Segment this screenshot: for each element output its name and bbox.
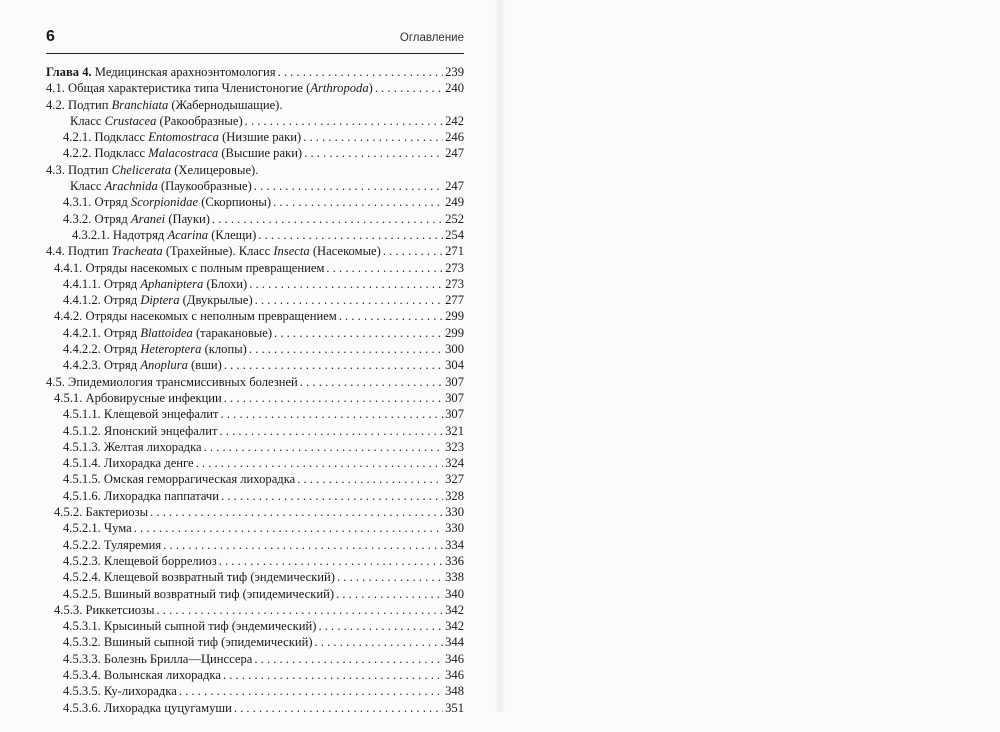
toc-entry [46,504,464,520]
toc-entry-line [46,325,464,341]
toc-entry-title [46,374,298,390]
toc-entry-line [46,194,464,210]
toc-entry-title [46,64,276,80]
title-fragment: 4.5.1.6. Лихорадка паппатачи [63,488,220,503]
toc-page-number: 240 [445,81,464,96]
title-fragment: (Ракообразные) [156,113,243,128]
left-toc-list [46,64,464,716]
dot-leader [339,308,443,324]
title-fragment: 4.5.2.2. Туляремия [63,537,162,552]
title-fragment: Scorpionidae [130,195,199,210]
toc-entry-line [46,211,464,227]
toc-entry-title [54,308,337,324]
title-fragment: Arthropoda [310,81,369,96]
toc-entry-line [46,634,464,650]
toc-entry-title [63,129,301,145]
toc-entry-line [46,374,464,390]
toc-entry-line [46,308,464,324]
toc-page-number: 330 [445,521,464,536]
title-fragment: Anoplura [140,358,188,373]
toc-page-number: 273 [445,260,464,275]
dot-leader [234,700,443,716]
toc-page-number: 300 [445,342,464,357]
title-fragment: Aphaniptera [140,276,204,291]
toc-entry [46,423,464,439]
toc-entry-line [46,129,464,145]
title-fragment: 4.5.2.5. Вшиный возвратный тиф (эпидемический) [63,586,335,601]
toc-entry-title [63,667,221,683]
dot-leader [219,423,443,439]
toc-entry-line [46,586,464,602]
dot-leader [336,586,443,602]
toc-entry [46,211,464,227]
toc-entry-line [46,700,464,716]
toc-page-number: 328 [445,488,464,503]
toc-entry-line [46,292,464,308]
title-fragment: (Жабернодышащие). [168,97,283,112]
toc-entry [46,471,464,487]
toc-entry-title [63,357,222,373]
dot-leader [258,227,443,243]
toc-entry-line [46,488,464,504]
toc-entry [46,683,464,699]
title-fragment: 4.2.1. Подкласс [63,130,149,145]
toc-entry [46,700,464,716]
toc-page-number: 334 [445,537,464,552]
dot-leader [212,211,443,227]
toc-entry-line [46,683,464,699]
title-fragment: Медицинская арахноэнтомология [91,65,276,79]
toc-page-number: 252 [445,211,464,226]
title-fragment: (Паукообразные) [157,179,252,194]
toc-entry-title [63,488,219,504]
toc-entry-line [46,455,464,471]
toc-page-number: 247 [445,146,464,161]
title-fragment: 4.4.1.2. Отряд [63,293,141,308]
toc-page-number: 307 [445,390,464,405]
toc-entry [46,292,464,308]
dot-leader [134,520,443,536]
title-fragment: 4.5.2.4. Клещевой возвратный тиф (эндемический) [63,570,335,585]
dot-leader [150,504,443,520]
dot-leader [179,683,443,699]
toc-entry-line [46,276,464,292]
toc-entry [46,455,464,471]
toc-page-number: 247 [445,179,464,194]
dot-leader [315,634,444,650]
toc-entry-title [54,260,324,276]
toc-entry-line [46,80,464,96]
dot-leader [375,80,443,96]
dot-leader [223,667,443,683]
toc-entry-title [63,586,334,602]
title-fragment: (Высшие раки) [218,146,303,161]
title-fragment: Глава 4. [46,65,92,79]
toc-entry [46,276,464,292]
toc-entry-line [46,243,464,259]
title-fragment: (Низшие раки) [218,130,302,145]
toc-entry-title [63,700,232,716]
toc-entry-line [46,260,464,276]
toc-page-number: 330 [445,505,464,520]
dot-leader [278,64,444,80]
title-fragment: 4.3.1. Отряд [63,195,131,210]
toc-entry-title [63,569,335,585]
dot-leader [224,357,443,373]
title-fragment: 4.2. Подтип [46,97,112,112]
toc-entry-title [54,390,222,406]
toc-entry [46,586,464,602]
title-fragment: Branchiata [111,97,169,112]
toc-page-number: 239 [445,65,464,79]
title-fragment: Tracheata [111,244,163,259]
toc-entry [46,634,464,650]
title-fragment: 4.5.3. Риккетсиозы [54,602,155,617]
toc-entry-title [63,276,247,292]
title-fragment: (Трахейные). Класс [162,244,274,259]
toc-page-number: 321 [445,423,464,438]
title-fragment: Diptera [140,293,180,308]
title-fragment: 4.5. Эпидемиология трансмиссивных болезней [46,374,298,389]
title-fragment: 4.5.3.2. Вшиный сыпной тиф (эпидемический) [63,635,313,650]
toc-entry-title [46,80,373,96]
toc-page-number: 254 [445,227,464,242]
toc-entry-title [70,113,243,129]
toc-entry [46,553,464,569]
dot-leader [300,374,443,390]
toc-entry-line [46,423,464,439]
dot-leader [383,243,443,259]
toc-entry-line [46,439,464,455]
title-fragment: 4.5.3.1. Крысиный сыпной тиф (эндемический) [63,619,317,634]
dot-leader [303,129,443,145]
dot-leader [196,455,443,471]
left-running-title: Оглавление [399,32,464,44]
title-fragment: 4.3.2. Отряд [63,211,131,226]
title-fragment: Heteroptera [140,342,202,357]
title-fragment: 4.5.1. Арбовирусные инфекции [54,390,222,405]
left-page-header [46,30,464,52]
toc-page-number: 304 [445,358,464,373]
toc-page-number: 344 [445,635,464,650]
toc-page-number: 338 [445,570,464,585]
toc-page-number: 277 [445,293,464,308]
toc-entry [46,667,464,683]
toc-entry-title [63,211,210,227]
toc-entry-title [70,178,252,194]
dot-leader [204,439,444,455]
dot-leader [337,569,443,585]
title-fragment: 4.5.3.5. Ку-лихорадка [63,684,177,699]
title-fragment: 4.2.2. Подкласс [63,146,149,161]
dot-leader [273,194,443,210]
toc-entry-title [46,162,258,178]
title-fragment: Entomostraca [148,130,219,145]
title-fragment: Blattoidea [140,325,193,340]
title-fragment: 4.3. Подтип [46,162,112,177]
toc-entry-title [63,537,161,553]
dot-leader [224,390,443,406]
toc-entry-line [46,227,464,243]
left-page-number: 6 [46,28,55,45]
toc-entry-title [63,634,313,650]
dot-leader [221,488,443,504]
title-fragment: (вши) [187,358,222,373]
toc-page-number: 307 [445,407,464,422]
title-fragment: Класс [70,113,105,128]
title-fragment: 4.4.2.1. Отряд [63,325,141,340]
toc-entry-line [46,667,464,683]
toc-entry-line [46,504,464,520]
toc-page-number: 342 [445,619,464,634]
toc-entry-line [46,145,464,161]
title-fragment: 4.3.2.1. Надотряд [72,227,168,242]
dot-leader [221,406,444,422]
toc-entry-line [46,651,464,667]
toc-entry [46,194,464,210]
toc-entry [46,618,464,634]
toc-entry-line [46,97,464,113]
header-rule [46,53,464,54]
toc-entry [46,488,464,504]
title-fragment: ) [368,81,373,96]
toc-entry-line [46,113,464,129]
title-fragment: 4.4.1.1. Отряд [63,276,141,291]
toc-entry-title [46,243,381,259]
toc-entry-line [46,553,464,569]
toc-entry [46,145,464,161]
toc-entry-line [46,178,464,194]
toc-page-number: 340 [445,586,464,601]
toc-entry-line [46,537,464,553]
toc-page-number: 271 [445,244,464,259]
right-page [500,0,1000,712]
toc-entry-title [54,504,148,520]
dot-leader [326,260,443,276]
toc-page-number: 351 [445,700,464,715]
title-fragment: Insecta [273,244,310,259]
left-page [0,0,500,715]
toc-entry-title [63,145,302,161]
toc-entry [46,260,464,276]
title-fragment: (Пауки) [165,211,210,226]
dot-leader [249,276,443,292]
title-fragment: (Насекомые) [309,244,381,259]
toc-entry [46,325,464,341]
toc-entry-line [46,471,464,487]
dot-leader [254,178,443,194]
toc-entry-title [63,325,272,341]
dot-leader [156,602,443,618]
toc-entry-title [54,602,154,618]
toc-page-number: 323 [445,439,464,454]
toc-entry-title [63,423,217,439]
dot-leader [163,537,443,553]
toc-page-number: 342 [445,602,464,617]
toc-entry [46,374,464,390]
toc-entry-line [46,520,464,536]
dot-leader [254,651,443,667]
dot-leader [249,341,443,357]
dot-leader [255,292,443,308]
toc-entry-title [63,618,316,634]
title-fragment: Acarina [167,227,209,242]
toc-entry [46,537,464,553]
title-fragment: (Скорпионы) [198,195,272,210]
toc-entry [46,569,464,585]
toc-entry [46,80,464,96]
toc-entry-title [63,553,217,569]
toc-entry-title [63,406,219,422]
title-fragment: (клопы) [201,342,247,357]
toc-entry [46,390,464,406]
toc-entry-title [63,455,194,471]
title-fragment: (таракановые) [192,325,273,340]
toc-entry [46,64,464,80]
toc-page-number: 348 [445,684,464,699]
title-fragment: 4.4. Подтип [46,244,112,259]
toc-page-number: 324 [445,456,464,471]
toc-entry [46,243,464,259]
toc-page-number: 242 [445,113,464,128]
title-fragment: 4.5.1.3. Желтая лихорадка [63,439,202,454]
toc-entry-line [46,357,464,373]
toc-entry [46,341,464,357]
toc-entry-title [63,520,132,536]
title-fragment: 4.4.1. Отряды насекомых с полным превращением [54,260,325,275]
toc-page-number: 249 [445,195,464,210]
dot-leader [318,618,443,634]
toc-page-number: 246 [445,130,464,145]
toc-page-number: 346 [445,667,464,682]
title-fragment: 4.5.3.6. Лихорадка цуцугамуши [63,700,232,715]
title-fragment: Crustacea [104,113,157,128]
toc-entry-line [46,390,464,406]
toc-page-number: 336 [445,553,464,568]
toc-entry-title [46,97,283,113]
toc-entry-title [63,194,271,210]
toc-entry-line [46,569,464,585]
title-fragment: 4.4.2.3. Отряд [63,358,141,373]
title-fragment: 4.4.2. Отряды насекомых с неполным превращением [54,309,337,324]
title-fragment: Chelicerata [111,162,172,177]
toc-entry-title [63,292,253,308]
title-fragment: 4.1. Общая характеристика типа Членистоногие ( [46,81,311,96]
title-fragment: 4.5.1.5. Омская геморрагическая лихорадка [63,472,296,487]
toc-page-number: 299 [445,309,464,324]
toc-page-number: 307 [445,374,464,389]
toc-entry-title [63,471,295,487]
toc-entry [46,308,464,324]
dot-leader [297,471,443,487]
toc-entry-line [46,162,464,178]
toc-page-number: 346 [445,651,464,666]
toc-entry [46,520,464,536]
dot-leader [219,553,443,569]
dot-leader [274,325,443,341]
toc-entry [46,406,464,422]
toc-entry-line [46,618,464,634]
toc-entry [46,227,464,243]
toc-entry [46,162,464,195]
title-fragment: 4.5.1.4. Лихорадка денге [63,456,194,471]
title-fragment: 4.5.1.2. Японский энцефалит [63,423,218,438]
title-fragment: 4.5.2.3. Клещевой боррелиоз [63,553,217,568]
toc-entry-line [46,602,464,618]
title-fragment: (Хелицеровые). [171,162,259,177]
dot-leader [245,113,443,129]
toc-page-number: 273 [445,276,464,291]
title-fragment: 4.5.3.4. Волынская лихорадка [63,667,221,682]
toc-entry-title [63,439,202,455]
toc-entry [46,651,464,667]
title-fragment: Класс [70,179,105,194]
title-fragment: 4.5.1.1. Клещевой энцефалит [63,407,219,422]
toc-entry [46,439,464,455]
title-fragment: 4.5.2. Бактериозы [54,505,149,520]
title-fragment: Arachnida [104,179,158,194]
toc-entry-title [63,651,252,667]
toc-page-number: 327 [445,472,464,487]
toc-entry-title [63,341,247,357]
toc-entry [46,357,464,373]
title-fragment: 4.4.2.2. Отряд [63,342,141,357]
toc-entry-title [63,683,177,699]
title-fragment: 4.5.3.3. Болезнь Брилла—Цинссера [63,651,253,666]
toc-entry-line [46,64,464,80]
toc-entry-title [72,227,256,243]
toc-entry [46,97,464,130]
title-fragment: Malacostraca [148,146,219,161]
toc-entry [46,129,464,145]
toc-entry-line [46,406,464,422]
dot-leader [304,145,443,161]
toc-page-number: 299 [445,325,464,340]
toc-entry [46,602,464,618]
title-fragment: (Блохи) [203,276,248,291]
title-fragment: (Двукрылые) [179,293,253,308]
title-fragment: Aranei [130,211,166,226]
title-fragment: 4.5.2.1. Чума [63,521,132,536]
toc-entry-line [46,341,464,357]
title-fragment: (Клещи) [208,227,257,242]
